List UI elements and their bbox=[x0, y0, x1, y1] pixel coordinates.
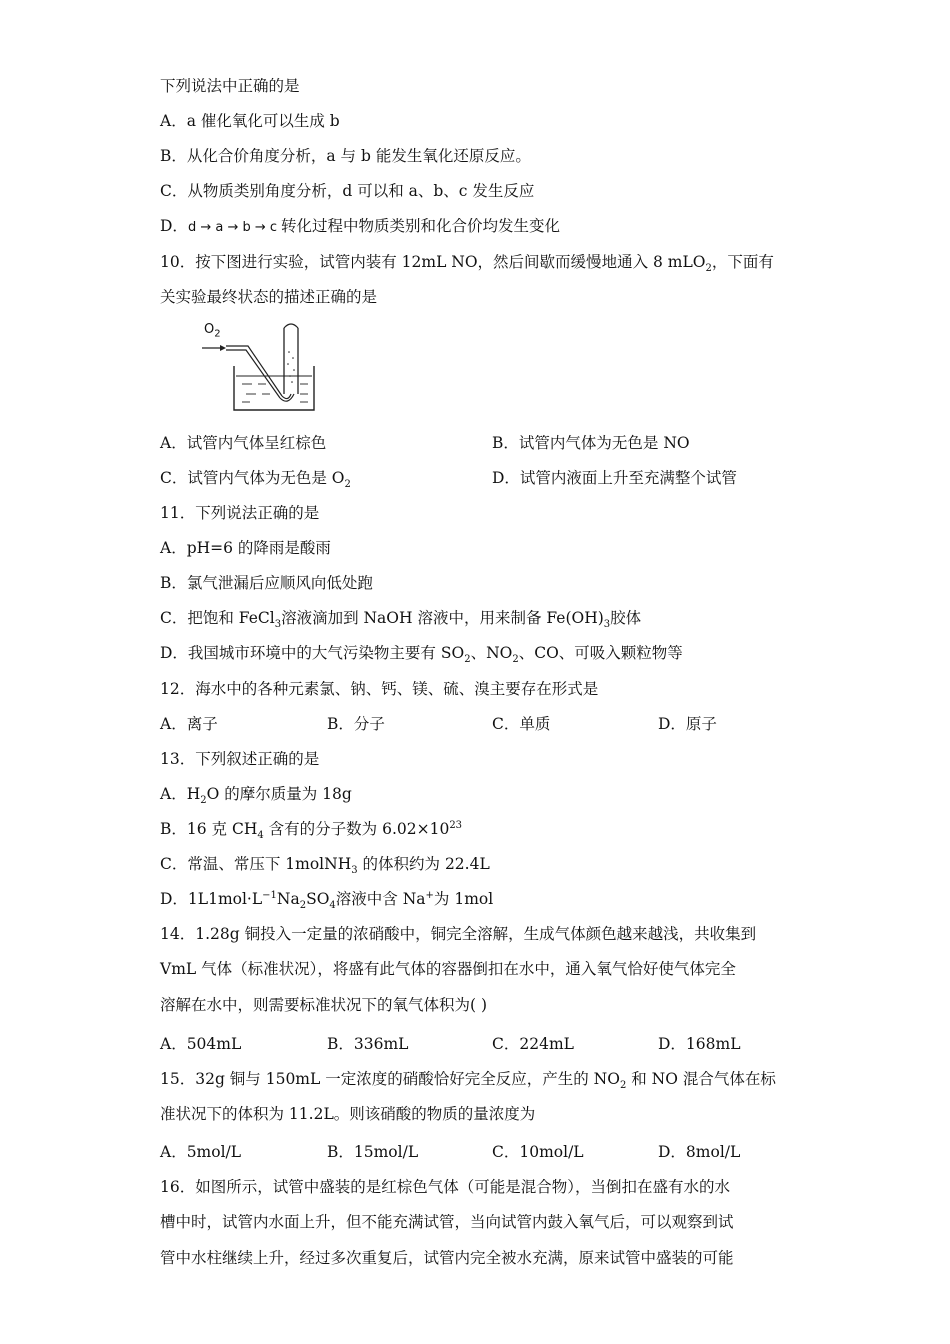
apparatus-diagram bbox=[200, 322, 320, 414]
q13-d-sub2: 4 bbox=[329, 900, 336, 912]
q10-option-c bbox=[160, 468, 351, 491]
q14-stem-line3: 溶解在水中，则需要标准状况下的氧气体积为( ) bbox=[160, 996, 488, 1014]
q10-option-b: B．试管内气体为无色是 NO bbox=[492, 434, 690, 452]
q15-text-b: 和 NO 混合气体在标 bbox=[626, 1070, 776, 1088]
q13-c-text-b: 的体积约为 22.4L bbox=[357, 855, 490, 873]
q12-stem: 12．海水中的各种元素氯、钠、钙、镁、硫、溴主要存在形式是 bbox=[160, 680, 599, 698]
q14-option-a: A．504mL bbox=[160, 1035, 242, 1053]
figure-o-sub: 2 bbox=[214, 328, 221, 340]
q15-option-b: B．15mol/L bbox=[327, 1143, 419, 1161]
q10-option-d: D．试管内液面上升至充满整个试管 bbox=[492, 469, 737, 487]
q16-stem-line3: 管中水柱继续上升，经过多次重复后，试管内完全被水充满，原来试管中盛装的可能 bbox=[160, 1249, 734, 1267]
q9-option-d-formula: d → a → b → c bbox=[187, 220, 278, 235]
q13-b-sub: 4 bbox=[257, 830, 264, 842]
q13-b-text-b: 含有的分子数为 6.02×10 bbox=[263, 820, 450, 838]
q13-d-text-e: 为 1mol bbox=[433, 890, 494, 908]
q13-option-c bbox=[160, 854, 490, 877]
q9-option-c: C．从物质类别角度分析，d 可以和 a、b、c 发生反应 bbox=[160, 182, 535, 200]
q15-option-a: A．5mol/L bbox=[160, 1143, 242, 1161]
q12-option-d: D．原子 bbox=[658, 715, 717, 733]
q11-option-d bbox=[160, 643, 683, 666]
q9-option-d bbox=[160, 216, 560, 238]
q10-stem-text-b: ，下面有 bbox=[711, 253, 774, 271]
q14-option-b: B．336mL bbox=[327, 1035, 409, 1053]
q11-option-b: B．氯气泄漏后应顺风向低处跑 bbox=[160, 574, 373, 592]
q13-c-text-a: C．常温、常压下 1molNH bbox=[160, 855, 352, 873]
q10-option-a: A．试管内气体呈红棕色 bbox=[160, 434, 327, 452]
q10-stem-line2: 关实验最终状态的描述正确的是 bbox=[160, 288, 378, 306]
q13-option-d bbox=[160, 889, 494, 912]
q9-option-b: B．从化合价角度分析，a 与 b 能发生氧化还原反应。 bbox=[160, 147, 531, 165]
q13-b-sup: 23 bbox=[449, 819, 463, 831]
q13-stem: 13．下列叙述正确的是 bbox=[160, 750, 320, 768]
q13-d-text-a: D．1L1mol·L bbox=[160, 890, 263, 908]
q14-stem-line1: 14．1.28g 铜投入一定量的浓硝酸中，铜完全溶解，生成气体颜色越来越浅，共收集到 bbox=[160, 925, 757, 943]
q12-option-c: C．单质 bbox=[492, 715, 551, 733]
q11-d-sub1: 2 bbox=[464, 654, 471, 666]
q15-sub: 2 bbox=[619, 1080, 627, 1092]
q11-c-text-b: 溶液滴加到 NaOH 溶液中，用来制备 Fe(OH) bbox=[281, 609, 604, 627]
q10-option-c-text: C．试管内气体为无色是 O bbox=[160, 469, 345, 487]
q11-option-c bbox=[160, 608, 642, 631]
q13-d-text-d: 溶液中含 Na bbox=[335, 890, 426, 908]
q11-c-text-a: C．把饱和 FeCl bbox=[160, 609, 275, 627]
q11-c-sub2: 3 bbox=[603, 619, 611, 631]
q10-apparatus-figure bbox=[200, 322, 320, 414]
q13-d-sup2: + bbox=[425, 889, 434, 901]
q13-d-sub1: 2 bbox=[299, 900, 307, 912]
q15-stem-line1 bbox=[160, 1069, 776, 1092]
q13-a-text-a: A．H bbox=[160, 785, 201, 803]
q9-option-d-suffix: 转化过程中物质类别和化合价均发生变化 bbox=[281, 217, 561, 235]
q14-stem-line2: VmL 气体（标准状况），将盛有此气体的容器倒扣在水中，通入氧气恰好使气体完全 bbox=[160, 960, 736, 978]
q11-c-text-c: 胶体 bbox=[610, 609, 642, 627]
q13-c-sub: 3 bbox=[351, 865, 358, 877]
q10-stem-text-a: 10．按下图进行实验，试管内装有 12mL NO，然后间歇而缓慢地通入 8 mLO bbox=[160, 253, 706, 271]
q14-option-c: C．224mL bbox=[492, 1035, 574, 1053]
q13-option-b bbox=[160, 819, 463, 842]
q12-option-a: A．离子 bbox=[160, 715, 218, 733]
q13-d-text-b: Na bbox=[276, 890, 300, 908]
q12-option-b: B．分子 bbox=[327, 715, 385, 733]
q9-option-a: A．a 催化氧化可以生成 b bbox=[160, 112, 340, 130]
q15-option-d: D．8mol/L bbox=[658, 1143, 741, 1161]
q9-option-d-prefix: D． bbox=[160, 217, 188, 235]
q14-option-d: D．168mL bbox=[658, 1035, 741, 1053]
q11-d-text-b: 、NO bbox=[470, 644, 513, 662]
figure-o-text: O bbox=[204, 322, 215, 337]
q11-option-a: A．pH=6 的降雨是酸雨 bbox=[160, 539, 331, 557]
q10-stem-sub: 2 bbox=[705, 263, 712, 275]
q15-text-a: 15．32g 铜与 150mL 一定浓度的硝酸恰好完全反应，产生的 NO bbox=[160, 1070, 620, 1088]
q15-stem-line2: 准状况下的体积为 11.2L。则该硝酸的物质的量浓度为 bbox=[160, 1105, 536, 1123]
q13-d-text-c: SO bbox=[306, 890, 330, 908]
q16-stem-line2: 槽中时，试管内水面上升，但不能充满试管，当向试管内鼓入氧气后，可以观察到试 bbox=[160, 1213, 734, 1231]
q15-option-c: C．10mol/L bbox=[492, 1143, 584, 1161]
q13-a-sub: 2 bbox=[200, 795, 207, 807]
q11-stem: 11．下列说法正确的是 bbox=[160, 504, 320, 522]
q11-c-sub1: 3 bbox=[274, 619, 282, 631]
q11-d-text-a: D．我国城市环境中的大气污染物主要有 SO bbox=[160, 644, 465, 662]
q10-option-c-sub: 2 bbox=[344, 479, 351, 491]
q11-d-sub2: 2 bbox=[512, 654, 519, 666]
q10-stem-line1 bbox=[160, 252, 774, 275]
q13-d-sup: −1 bbox=[262, 889, 277, 901]
q13-b-text-a: B．16 克 CH bbox=[160, 820, 258, 838]
q16-stem-line1: 16．如图所示，试管中盛装的是红棕色气体（可能是混合物），当倒扣在盛有水的水 bbox=[160, 1178, 730, 1196]
q13-option-a bbox=[160, 784, 352, 807]
q13-a-text-b: O 的摩尔质量为 18g bbox=[206, 785, 352, 803]
q11-d-text-c: 、CO、可吸入颗粒物等 bbox=[518, 644, 683, 662]
q9-stem: 下列说法中正确的是 bbox=[160, 77, 300, 95]
